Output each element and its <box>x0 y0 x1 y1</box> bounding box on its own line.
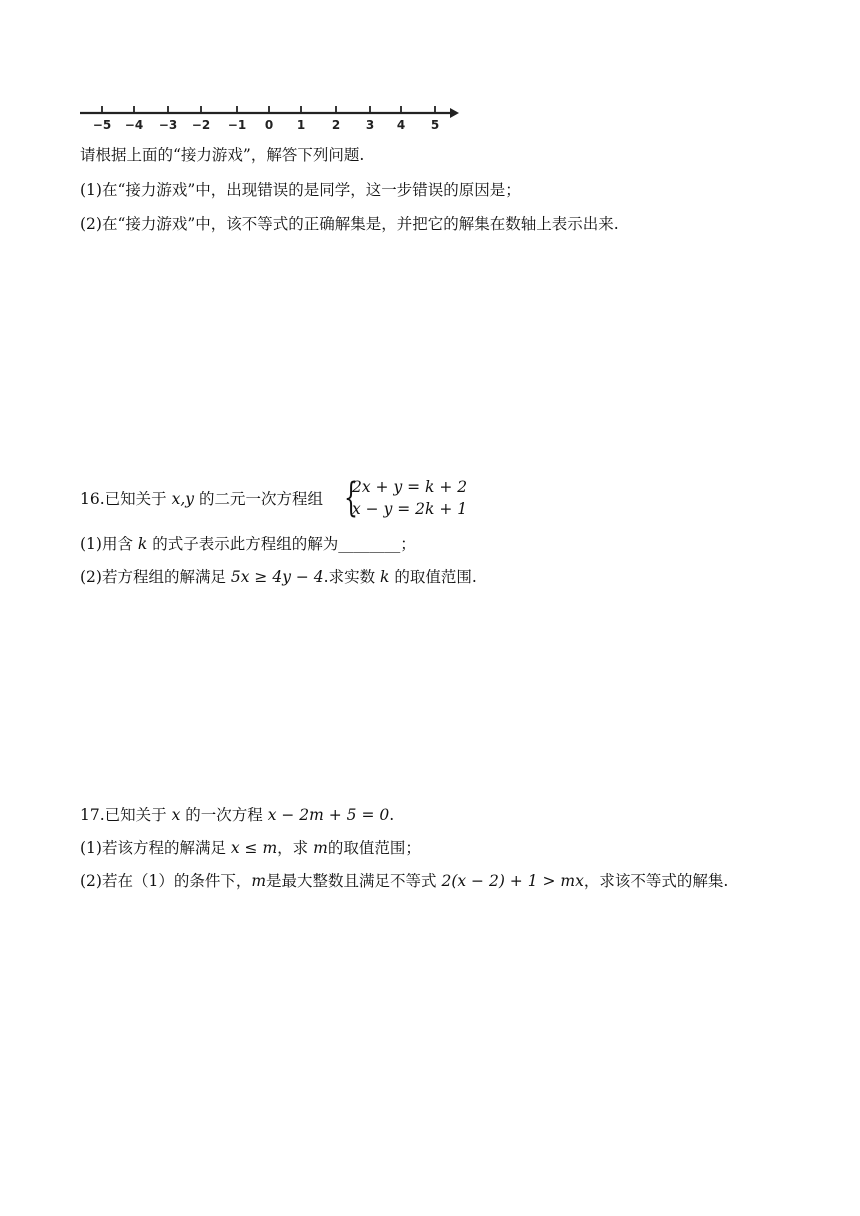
q16-part1 <box>80 534 416 554</box>
q16-stem <box>80 489 323 509</box>
q17-part1-var: m <box>313 839 328 857</box>
q17-part1-suffix: 的取值范围； <box>327 839 421 857</box>
q16-part2 <box>80 567 477 587</box>
number-line <box>78 102 468 134</box>
q16-equation-1: 2x + y = k + 2 <box>352 478 468 496</box>
q17-part2-var: m <box>251 872 267 890</box>
q17-stem-equation: x − 2m + 5 = 0 <box>267 806 390 824</box>
q17-stem <box>80 805 394 825</box>
q17-part2-suffix: ，求该不等式的解集. <box>583 872 729 890</box>
number-line-tick-label: 4 <box>396 118 406 132</box>
q17-part2-prefix: (2)若在（1）的条件下， <box>80 872 252 890</box>
q16-equation-system <box>344 475 474 522</box>
q16-stem-suffix: 的二元一次方程组 <box>194 490 323 508</box>
q17-stem-prefix: 17.已知关于 <box>80 806 172 824</box>
q16-part2-prefix: (2)若方程组的解满足 <box>80 568 231 586</box>
number-line-tick-label: −2 <box>191 118 211 132</box>
q17-part2-mid: 是最大整数且满足不等式 <box>266 872 442 890</box>
number-line-tick-label: 3 <box>365 118 375 132</box>
number-line-tick-label: 2 <box>331 118 341 132</box>
q17-part1-mid: ，求 <box>277 839 314 857</box>
q16-part2-var: k <box>380 568 390 586</box>
q17-stem-mid: 的一次方程 <box>180 806 268 824</box>
q17-part1 <box>80 838 421 858</box>
q15-part1: (1)在“接力游戏”中，出现错误的是同学，这一步错误的原因是； <box>80 181 521 199</box>
q16-part2-mid: .求实数 <box>323 568 381 586</box>
q16-part1-suffix: 的式子表示此方程组的解为________； <box>147 535 416 553</box>
q17-stem-end: . <box>389 806 395 824</box>
q17-stem-var: x <box>171 806 181 824</box>
brace-icon: { <box>344 475 358 521</box>
q16-equation-2: x − y = 2k + 1 <box>352 500 468 518</box>
number-line-tick-label: 1 <box>296 118 306 132</box>
number-line-tick-label: 0 <box>264 118 274 132</box>
q16-part2-inequality: 5x ≥ 4y − 4 <box>230 568 324 586</box>
q16-stem-prefix: 16.已知关于 <box>80 490 172 508</box>
number-line-tick-label: −1 <box>227 118 247 132</box>
q17-part1-prefix: (1)若该方程的解满足 <box>80 839 231 857</box>
number-line-tick-label: −5 <box>92 118 112 132</box>
q15-intro: 请根据上面的“接力游戏”，解答下列问题. <box>80 146 365 164</box>
q17-part2-inequality: 2(x − 2) + 1 > mx <box>441 872 584 890</box>
q17-part1-inequality: x ≤ m <box>230 839 278 857</box>
number-line-tick-label: −3 <box>158 118 178 132</box>
number-line-tick-label: −4 <box>124 118 144 132</box>
q16-part1-var: k <box>137 535 148 553</box>
q16-part2-suffix: 的取值范围. <box>389 568 477 586</box>
q15-part2: (2)在“接力游戏”中，该不等式的正确解集是，并把它的解集在数轴上表示出来. <box>80 215 619 233</box>
q16-part1-prefix: (1)用含 <box>80 535 138 553</box>
number-line-arrow-icon <box>450 108 459 118</box>
q17-part2 <box>80 871 728 891</box>
q16-stem-vars: x,y <box>171 490 195 508</box>
number-line-tick-label: 5 <box>430 118 440 132</box>
